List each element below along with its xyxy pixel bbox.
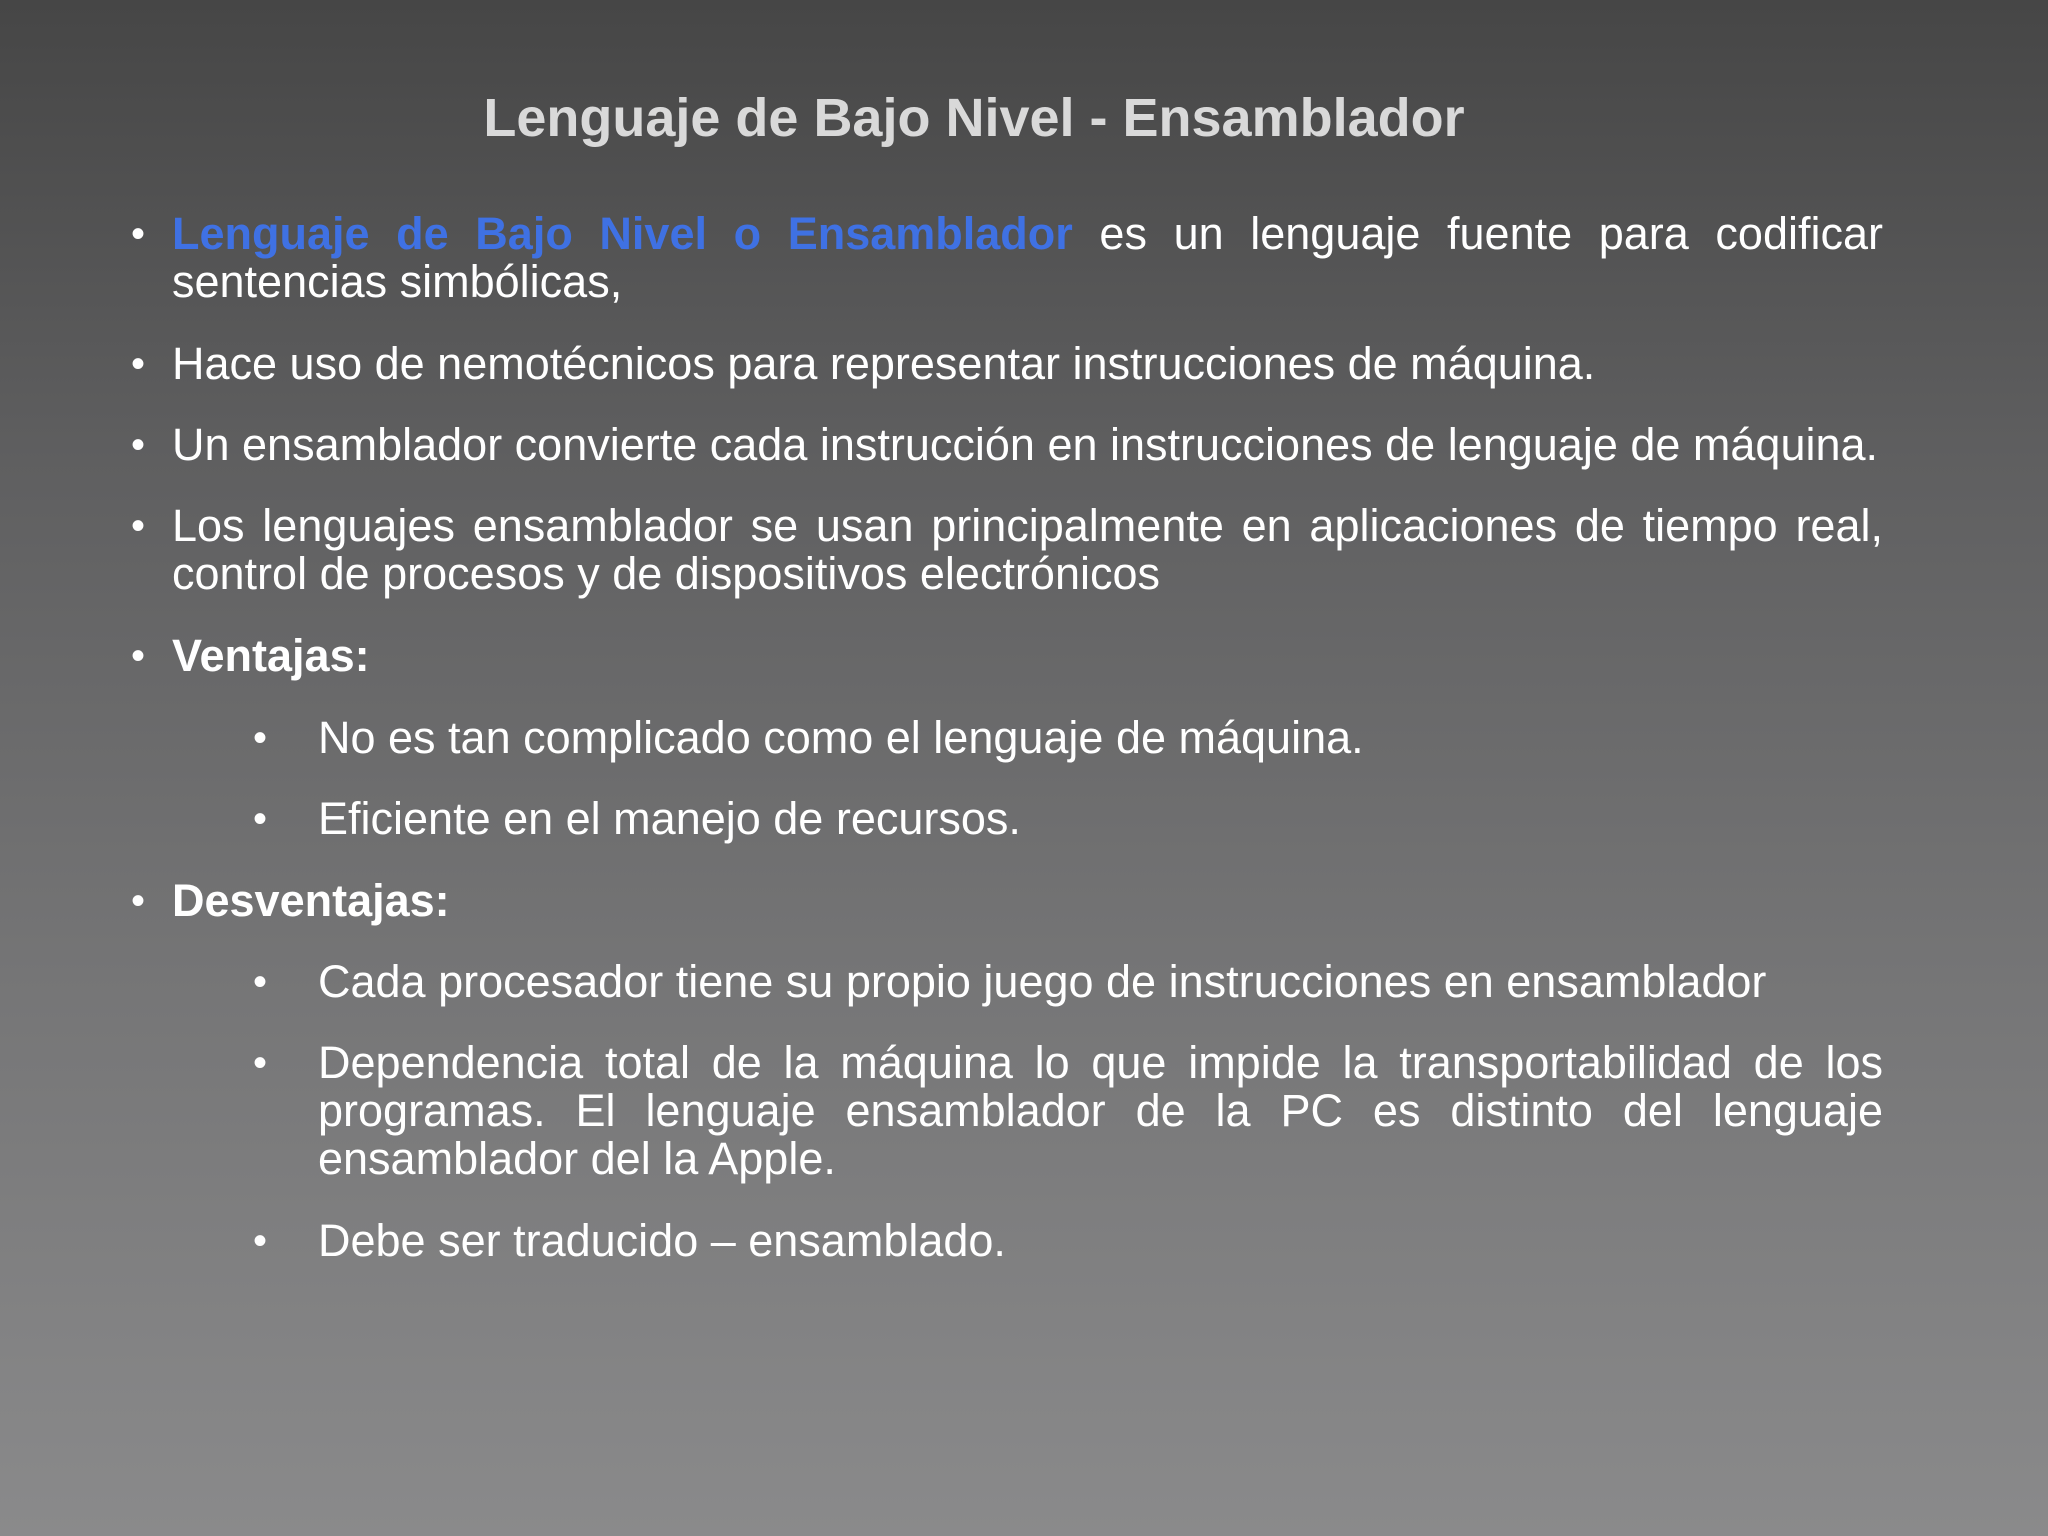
heading-text: Ventajas:: [172, 630, 370, 681]
bullet-icon: •: [253, 716, 268, 760]
bullet-text: Los lenguajes ensamblador se usan principalmente en aplicaciones de tiempo real, control de procesos y de dispositivos electrónicos: [172, 500, 1883, 599]
bullet-ensamblador: [131, 421, 1883, 469]
sub-bullet-text: Eficiente en el manejo de recursos.: [318, 793, 1021, 844]
definition-text: es un lenguaje fuente para codificar sentencias simbólicas,: [172, 208, 1883, 307]
bullet-icon: •: [131, 504, 146, 548]
sub-bullet-text: No es tan complicado como el lenguaje de máquina.: [318, 712, 1364, 763]
bullet-icon: •: [253, 960, 268, 1004]
bullet-icon: •: [131, 342, 146, 386]
sub-bullet-text: Cada procesador tiene su propio juego de instrucciones en ensamblador: [318, 956, 1767, 1007]
desventajas-heading: [131, 877, 1883, 925]
bullet-icon: •: [253, 797, 268, 841]
slide-body: [131, 210, 1883, 1265]
ventajas-heading: [131, 632, 1883, 680]
bullet-icon: •: [131, 423, 146, 467]
heading-text: Desventajas:: [172, 875, 450, 926]
bullet-icon: •: [131, 212, 146, 256]
sub-bullet-text: Debe ser traducido – ensamblado.: [318, 1215, 1006, 1266]
bullet-text: Un ensamblador convierte cada instrucción en instrucciones de lenguaje de máquina.: [172, 419, 1879, 470]
ventaja-item: [131, 795, 1883, 843]
slide-title: Lenguaje de Bajo Nivel - Ensamblador: [483, 88, 1465, 148]
desventaja-item: [131, 958, 1883, 1006]
bullet-nemotecnicos: [131, 340, 1883, 388]
desventaja-item: [131, 1039, 1883, 1183]
bullet-text: Hace uso de nemotécnicos para representar instrucciones de máquina.: [172, 338, 1596, 389]
sub-bullet-text: Dependencia total de la máquina lo que impide la transportabilidad de los programas. El lenguaje ensamblador de la PC es distinto del lenguaje ensamblador del la Apple.: [318, 1037, 1883, 1184]
bullet-icon: •: [253, 1219, 268, 1263]
desventaja-item: [131, 1217, 1883, 1265]
bullet-icon: •: [131, 879, 146, 923]
bullet-aplicaciones: [131, 502, 1883, 598]
bullet-icon: •: [253, 1041, 268, 1085]
highlight-term: Lenguaje de Bajo Nivel o Ensamblador: [172, 208, 1073, 259]
ventaja-item: [131, 714, 1883, 762]
bullet-definition: [131, 210, 1883, 306]
bullet-icon: •: [131, 634, 146, 678]
